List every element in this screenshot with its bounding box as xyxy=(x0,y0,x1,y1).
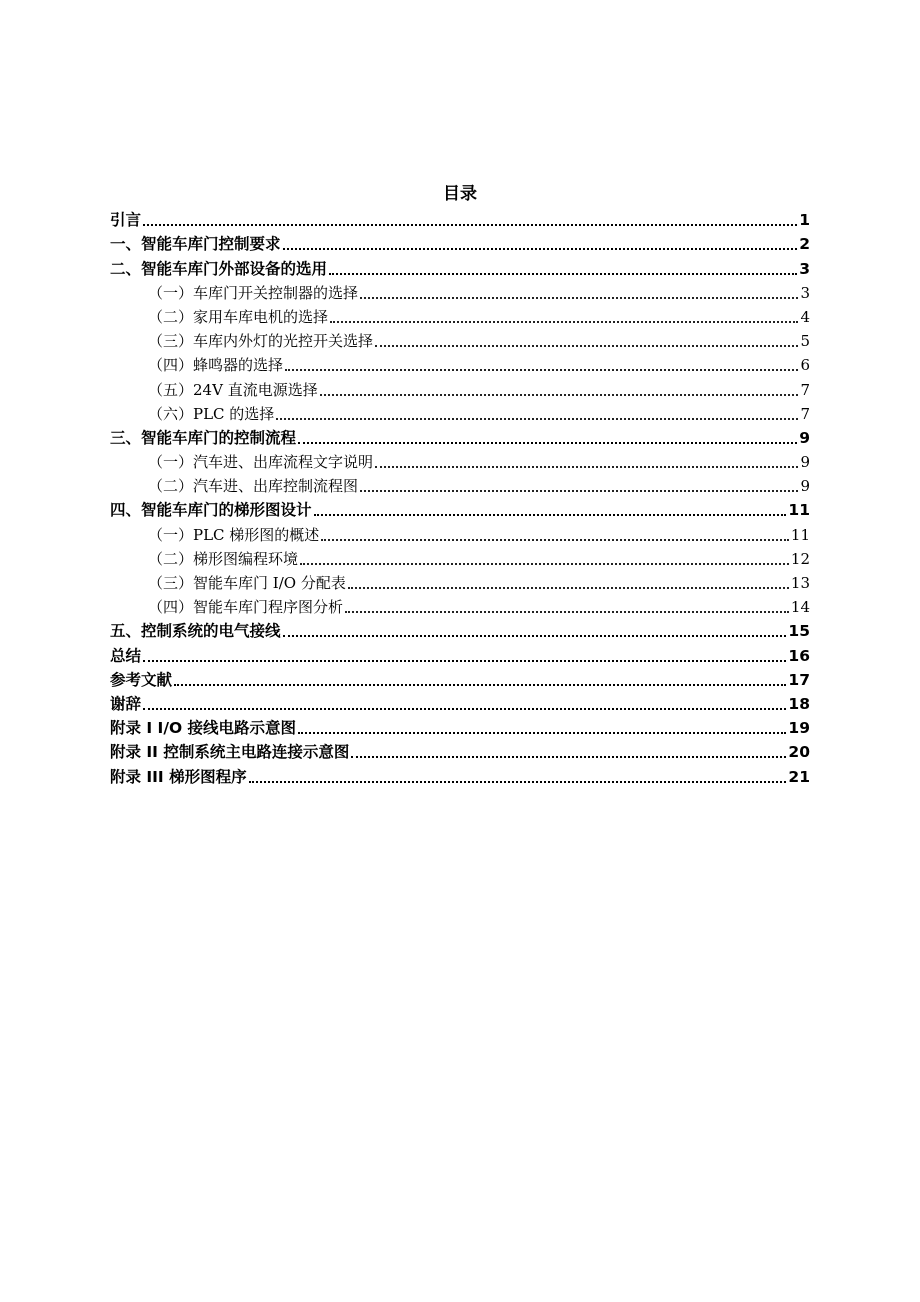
toc-page-number: 21 xyxy=(788,767,810,786)
toc-page-number: 11 xyxy=(790,525,810,544)
toc-entry[interactable] xyxy=(110,691,810,715)
dot-leader xyxy=(330,321,798,323)
toc-entry-label: （六）PLC 的选择 xyxy=(148,404,275,423)
toc-page-number: 19 xyxy=(788,719,810,738)
dot-leader xyxy=(283,248,798,250)
dot-leader xyxy=(351,756,786,758)
toc-subentry[interactable] xyxy=(110,328,810,352)
toc-entry-label: （五）24V 直流电源选择 xyxy=(148,380,318,399)
dot-leader xyxy=(298,732,786,734)
dot-leader xyxy=(276,418,798,420)
toc-page-number: 6 xyxy=(800,356,810,375)
dot-leader xyxy=(348,587,789,589)
toc-entry-label: 二、智能车库门外部设备的选用 xyxy=(110,259,328,278)
toc-entry-label: 三、智能车库门的控制流程 xyxy=(110,428,297,447)
toc-page-number: 7 xyxy=(800,380,810,399)
toc-entry-label: 一、智能车库门控制要求 xyxy=(110,235,281,254)
toc-page-number: 1 xyxy=(799,211,810,230)
toc-entry-label: 引言 xyxy=(110,211,142,230)
dot-leader xyxy=(285,369,798,371)
dot-leader xyxy=(360,490,798,492)
toc-subentry[interactable] xyxy=(110,594,810,618)
toc-subentry[interactable] xyxy=(110,401,810,425)
toc-page-number: 2 xyxy=(799,235,810,254)
toc-subentry[interactable] xyxy=(110,376,810,400)
toc-entry-label: 谢辞 xyxy=(110,694,142,713)
dot-leader xyxy=(321,539,789,541)
toc-page-number: 3 xyxy=(800,283,810,302)
toc-page-number: 13 xyxy=(790,574,810,592)
toc-page-number: 9 xyxy=(800,477,810,496)
toc-page-number: 12 xyxy=(790,549,810,568)
dot-leader xyxy=(283,635,787,637)
toc-entry[interactable] xyxy=(110,255,810,279)
toc-entry-label: 附录 II 控制系统主电路连接示意图 xyxy=(110,743,350,762)
toc-subentry[interactable] xyxy=(110,280,810,304)
toc-entry-label: （三）智能车库门 I/O 分配表 xyxy=(148,574,346,592)
dot-leader xyxy=(329,273,797,275)
dot-leader xyxy=(375,345,798,347)
toc-entry[interactable] xyxy=(110,715,810,739)
toc-page-number: 5 xyxy=(800,332,810,351)
toc-entry-label: 附录 I I/O 接线电路示意图 xyxy=(110,719,297,738)
toc-entry-label: （一）车库门开关控制器的选择 xyxy=(148,283,359,302)
dot-leader xyxy=(314,514,787,516)
toc-entry-label: （四）智能车库门程序图分析 xyxy=(148,598,344,617)
toc-subentry[interactable] xyxy=(110,570,810,594)
dot-leader xyxy=(320,394,799,396)
toc-entry-label: （二）梯形图编程环境 xyxy=(148,549,299,568)
toc-page-number: 9 xyxy=(800,453,810,472)
toc-subentry[interactable] xyxy=(110,352,810,376)
toc-entry-label: （四）蜂鸣器的选择 xyxy=(148,356,284,375)
dot-leader xyxy=(360,297,798,299)
toc-entry-label: （一）PLC 梯形图的概述 xyxy=(148,525,320,544)
toc-entry[interactable] xyxy=(110,618,810,642)
toc-entry-label: 参考文献 xyxy=(110,670,173,689)
toc-page-number: 20 xyxy=(788,743,810,762)
toc-entry-label: 总结 xyxy=(110,646,142,665)
toc-page-number: 4 xyxy=(800,307,810,326)
dot-leader xyxy=(143,660,786,662)
toc-entry-label: （二）家用车库电机的选择 xyxy=(148,307,329,326)
toc-subentry[interactable] xyxy=(110,546,810,570)
toc-entry[interactable] xyxy=(110,425,810,449)
toc-page-number: 7 xyxy=(800,404,810,423)
toc-entry-label: 五、控制系统的电气接线 xyxy=(110,622,281,641)
dot-leader xyxy=(143,224,797,226)
dot-leader xyxy=(300,563,789,565)
toc-entry-label: 四、智能车库门的梯形图设计 xyxy=(110,501,312,520)
toc-entry[interactable] xyxy=(110,207,810,231)
toc-entry[interactable] xyxy=(110,497,810,521)
toc-page-number: 16 xyxy=(788,646,810,665)
toc-entry-label: （一）汽车进、出库流程文字说明 xyxy=(148,453,374,472)
dot-leader xyxy=(143,708,786,710)
toc-entry[interactable] xyxy=(110,667,810,691)
dot-leader xyxy=(174,684,786,686)
toc-entry[interactable] xyxy=(110,763,810,787)
toc-subentry[interactable] xyxy=(110,449,810,473)
toc-page-number: 9 xyxy=(799,428,810,447)
dot-leader xyxy=(375,466,798,468)
toc-entry-label: （三）车库内外灯的光控开关选择 xyxy=(148,332,374,351)
toc-subentry[interactable] xyxy=(110,521,810,545)
toc-page-number: 18 xyxy=(788,694,810,713)
toc-title: 目录 xyxy=(443,184,477,204)
toc-entry-label: （二）汽车进、出库控制流程图 xyxy=(148,477,359,496)
toc-page-number: 17 xyxy=(788,670,810,689)
toc-page-number: 3 xyxy=(799,259,810,278)
toc-page-number: 15 xyxy=(788,622,810,641)
toc-page-number: 14 xyxy=(790,598,810,617)
table-of-contents xyxy=(110,207,810,788)
dot-leader xyxy=(249,781,787,783)
dot-leader xyxy=(345,611,789,613)
toc-page-number: 11 xyxy=(788,501,810,520)
toc-entry[interactable] xyxy=(110,739,810,763)
dot-leader xyxy=(298,442,797,444)
toc-subentry[interactable] xyxy=(110,304,810,328)
toc-entry[interactable] xyxy=(110,231,810,255)
toc-entry[interactable] xyxy=(110,642,810,666)
toc-subentry[interactable] xyxy=(110,473,810,497)
toc-entry-label: 附录 III 梯形图程序 xyxy=(110,767,247,786)
